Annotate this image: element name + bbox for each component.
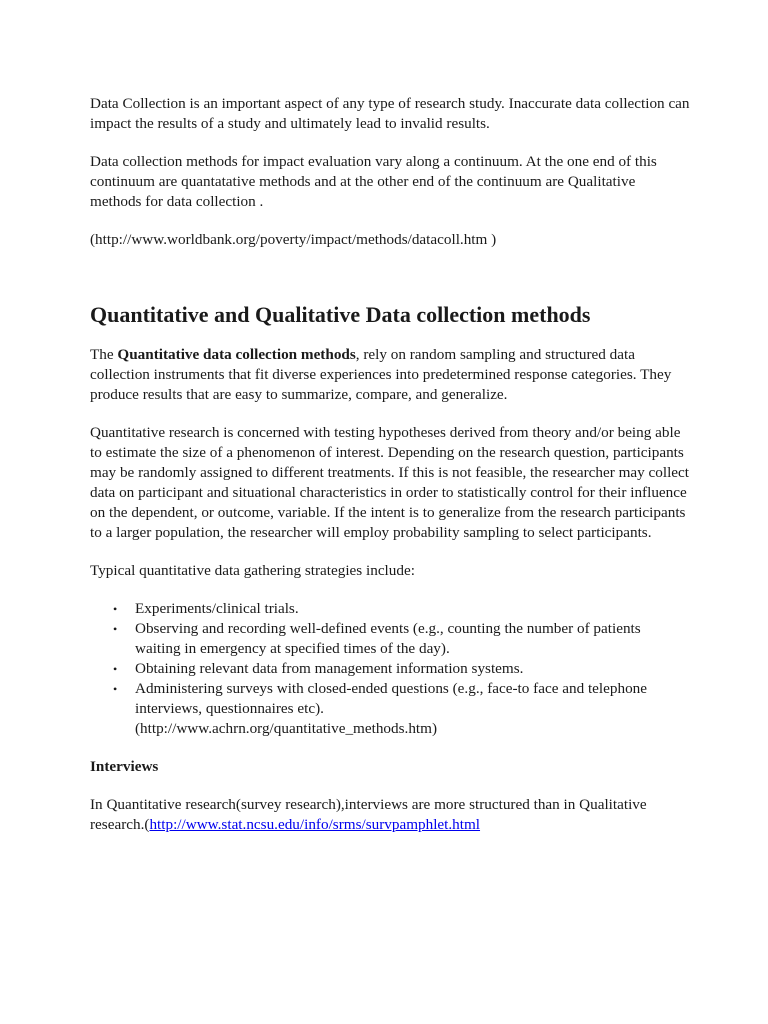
list-item <box>113 619 690 659</box>
list-item-text: Observing and recording well-defined events (e.g., counting the number of patients waiting in emergency at specified times of the day). <box>135 620 641 657</box>
bullet-icon: • <box>113 682 118 696</box>
list-item-text: Obtaining relevant data from management information systems. <box>135 660 524 677</box>
list-item <box>113 599 690 619</box>
list-item-text: Experiments/clinical trials. <box>135 600 299 617</box>
list-item <box>113 659 690 679</box>
interviews-heading: Interviews <box>90 758 159 775</box>
paragraph-rest: , rely on random sampling and structured data collection instruments that fit diverse experiences into predetermined response categories. They produce results that are easy to summarize, compare, and generalize. <box>90 346 672 403</box>
bullet-icon: • <box>113 622 118 636</box>
list-item-citation: (http://www.achrn.org/quantitative_methods.htm) <box>135 720 438 737</box>
interviews-paragraph <box>90 795 690 835</box>
quantitative-methods-paragraph <box>90 345 690 405</box>
list-item-text: Administering surveys with closed-ended questions (e.g., face-to face and telephone interviews, questionnaires etc). <box>135 680 647 717</box>
quantitative-methods-term: Quantitative data collection methods <box>117 346 356 363</box>
document-page <box>90 94 690 853</box>
intro-source-citation: (http://www.worldbank.org/poverty/impact/methods/datacoll.htm ) <box>90 231 497 248</box>
strategies-intro: Typical quantitative data gathering strategies include: <box>90 562 415 579</box>
list-item <box>113 679 690 739</box>
bullet-icon: • <box>113 662 118 676</box>
interviews-text: In Quantitative research(survey research),interviews are more structured than in Qualitative research.( <box>90 796 647 833</box>
intro-paragraph-1: Data Collection is an important aspect of any type of research study. Inaccurate data collection can impact the results of a study and ultimately lead to invalid results. <box>90 95 690 132</box>
quantitative-research-paragraph: Quantitative research is concerned with testing hypotheses derived from theory and/or being able to estimate the size of a phenomenon of interest. Depending on the research question, participants may be randomly assigned to different treatments. If this is not feasible, the researcher may collect data on participant and situational characteristics in order to statistically control for their influence on the dependent, or outcome, variable. If the intent is to generalize from the research participants to a larger population, the researcher will employ probability sampling to select participants. <box>90 424 689 541</box>
strategies-list <box>90 599 690 739</box>
paragraph-prefix: The <box>90 346 118 363</box>
bullet-icon: • <box>113 602 118 616</box>
section-heading: Quantitative and Qualitative Data collection methods <box>90 302 591 327</box>
survey-pamphlet-link[interactable]: http://www.stat.ncsu.edu/info/srms/survpamphlet.html <box>149 816 481 833</box>
intro-paragraph-2: Data collection methods for impact evaluation vary along a continuum. At the one end of this continuum are quantatative methods and at the other end of the continuum are Qualitative methods for data collection . <box>90 153 657 210</box>
